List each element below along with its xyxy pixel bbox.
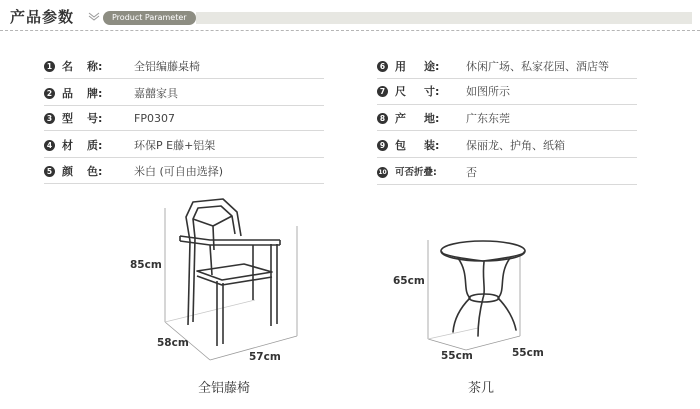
table-caption: 茶几 — [468, 381, 495, 396]
spec-label: 寸: — [424, 85, 440, 98]
table-illustration — [441, 241, 525, 336]
spec-label: 途: — [424, 60, 440, 73]
spec-number-badge: 2 — [44, 88, 55, 99]
spec-value: 环保P E藤+铝架 — [134, 139, 216, 152]
spec-label: 号: — [87, 112, 103, 125]
chair-height-label: 85cm — [130, 259, 162, 271]
spec-number-badge: 10 — [378, 169, 387, 176]
chair-depth-label: 58cm — [157, 337, 189, 349]
spec-label: 地: — [424, 112, 440, 125]
spec-label: 包 — [395, 139, 406, 152]
spec-number-badge: 9 — [377, 140, 388, 151]
spec-value: FP0307 — [134, 112, 175, 125]
spec-value: 保丽龙、护角、纸箱 — [466, 139, 565, 152]
spec-label: 装: — [424, 139, 440, 152]
spec-value: 否 — [466, 166, 477, 179]
spec-value: 广东东莞 — [466, 112, 510, 125]
spec-label: 材 — [62, 139, 73, 152]
spec-label: 用 — [395, 60, 406, 73]
spec-value: 嘉囍家具 — [134, 87, 178, 100]
spec-value: 全铝编藤桌椅 — [134, 60, 200, 73]
table-width-label: 55cm — [512, 347, 544, 359]
spec-label: 品 — [62, 87, 73, 100]
spec-label: 色: — [87, 165, 103, 178]
chair-caption: 全铝藤椅 — [198, 381, 251, 396]
spec-value: 休闲广场、私家花园、酒店等 — [466, 60, 609, 73]
spec-label: 颜 — [62, 165, 73, 178]
spec-value: 米白 (可自由选择) — [134, 165, 224, 178]
spec-number-badge: 8 — [377, 113, 388, 124]
table-depth-label: 55cm — [441, 350, 473, 362]
spec-label: 名 — [62, 60, 73, 73]
spec-label: 牌: — [87, 87, 103, 100]
spec-number-badge: 5 — [44, 166, 55, 177]
spec-label: 型 — [62, 112, 73, 125]
spec-label: 称: — [87, 60, 103, 73]
chair-width-label: 57cm — [249, 351, 281, 363]
spec-label: 产 — [395, 112, 406, 125]
spec-number-badge: 3 — [44, 113, 55, 124]
spec-number-badge: 6 — [377, 61, 388, 72]
spec-number-badge: 4 — [44, 140, 55, 151]
spec-number-badge: 1 — [44, 61, 55, 72]
section-subtitle-pill: Product Parameter — [103, 11, 196, 25]
spec-value: 如图所示 — [466, 85, 510, 98]
spec-label: 尺 — [395, 85, 406, 98]
spec-label: 可否折叠: — [395, 167, 437, 178]
spec-label: 质: — [87, 139, 103, 152]
section-title: 产品参数 — [10, 8, 75, 26]
table-height-label: 65cm — [393, 275, 425, 287]
spec-number-badge: 7 — [377, 86, 388, 97]
chair-illustration — [180, 199, 280, 346]
